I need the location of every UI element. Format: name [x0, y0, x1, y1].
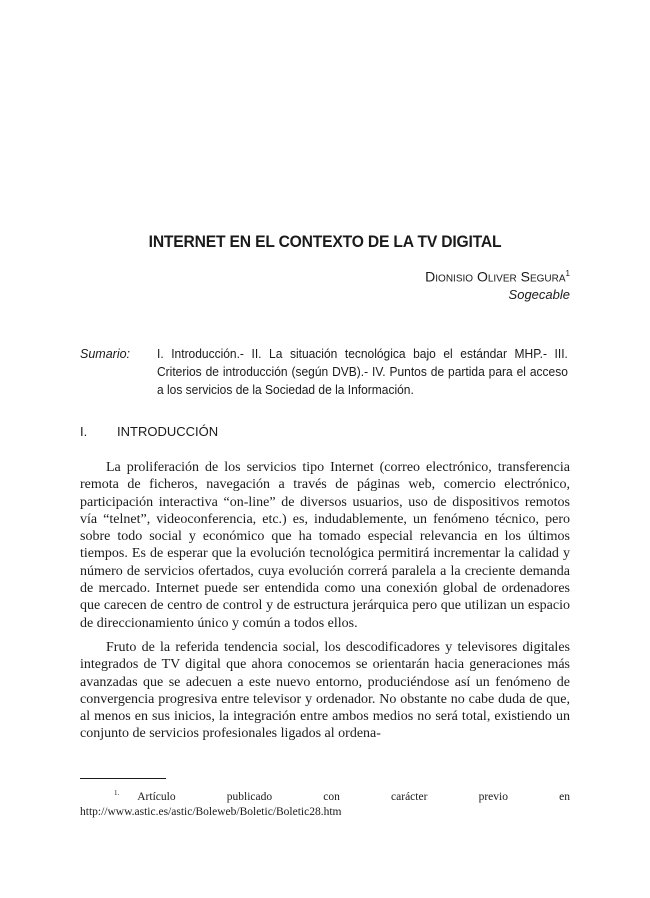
section-title: INTRODUCCIÓN: [117, 424, 219, 439]
author-affiliation: Sogecable: [508, 287, 570, 303]
author-block: [425, 265, 570, 304]
summary-label: Sumario:: [80, 347, 131, 361]
footnote-divider: [80, 778, 166, 779]
summary-block: [80, 345, 570, 399]
footnote-mark: 1: [565, 269, 570, 278]
paragraph: La proliferación de los servicios tipo Internet (correo electrónico, transferencia remota de ficheros, navegación a través de páginas web, comercio electrónico, participación interactiva “on-line” de diversos usuarios, uso de dispositivos remotos vía “telnet”, videoconferencia, etc.) es, indudablemente, un fenómeno técnico, pero sobre todo social y económico que ha tomado especial relevancia en los últimos tiempos. Es de esperar que la evolución tecnológica permitirá incrementar la calidad y número de servicios ofertados, cuya evolución correrá paralela a la creciente demanda de mercado. Internet puede ser entendida como una conexión global de ordenadores que carecen de centro de control y de estructura jerárquica pero que utilizan un espacio de direccionamiento único y común a todos ellos.: [80, 460, 570, 631]
paragraph: Fruto de la referida tendencia social, los descodificadores y televisores digitales integrados de TV digital que ahora conocemos se orientarán hacia generaciones más avanzadas que se adecuen a este nuevo entorno, produciéndose así un fenómeno de convergencia progresiva entre televisor y ordenador. No obstante no cabe duda de que, al menos en sus inicios, la integración entre ambos medios no será total, existiendo un conjunto de servicios profesionales ligados al ordena-: [80, 639, 570, 742]
summary-text: I. Introducción.- II. La situación tecnológica bajo el estándar MHP.- III. Criterios de introducción (según DVB).- IV. Puntos de partida para el acceso a los servicios de la Sociedad de la Información.: [157, 347, 568, 397]
footnote: [80, 786, 570, 820]
article-title: INTERNET EN EL CONTEXTO DE LA TV DIGITAL: [148, 232, 502, 251]
author-name: Dionisio Oliver Segura: [425, 268, 566, 285]
section-number: I.: [80, 424, 88, 439]
footnote-text: Artículo publicado con carácter previo en http://www.astic.es/astic/Boleweb/Boletic/Boletic28.htm: [80, 790, 570, 818]
section-heading: [80, 424, 218, 439]
body-text: [80, 459, 570, 750]
footnote-number: 1.: [114, 789, 120, 797]
